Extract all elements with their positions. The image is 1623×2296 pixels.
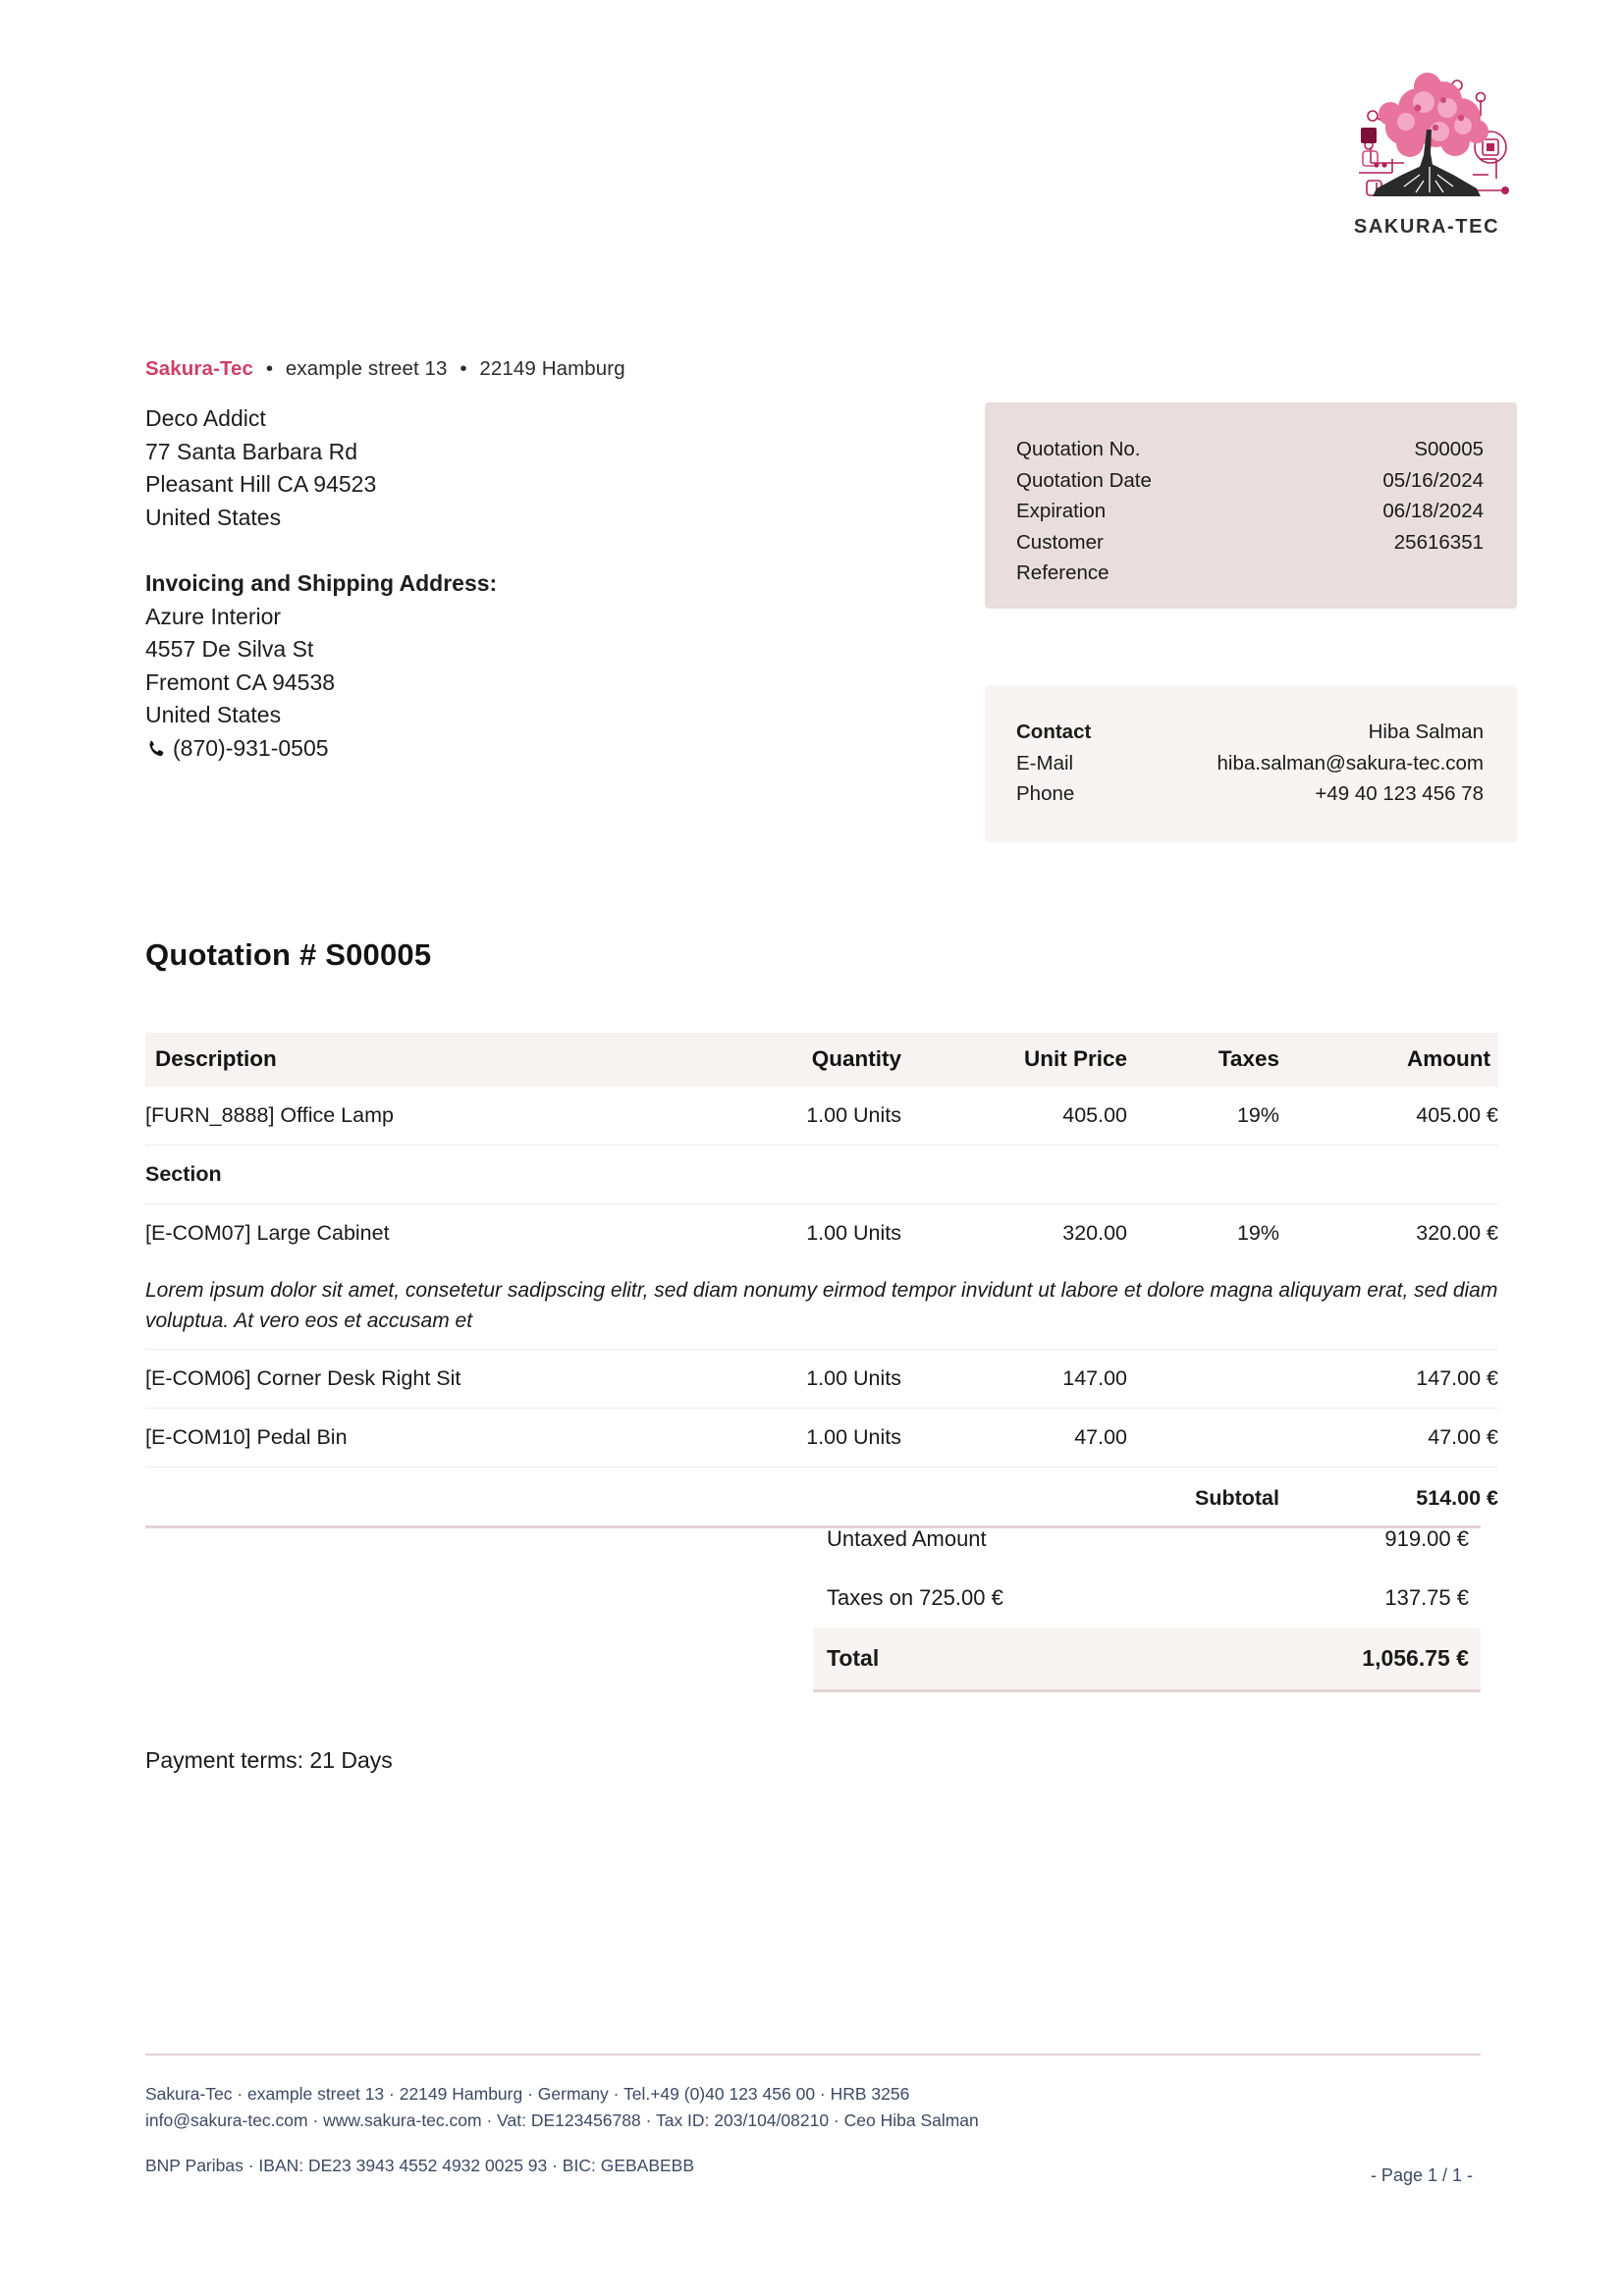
quotation-detail-value: 06/18/2024 [1382, 500, 1484, 523]
page-title: Quotation # S00005 [145, 937, 432, 972]
quotation-detail-label: Quotation No. [1016, 438, 1141, 460]
cell-taxes [1127, 1409, 1279, 1468]
table-row [145, 1087, 1498, 1146]
cell-amount: 405.00 € [1416, 1103, 1498, 1127]
sender-city: 22149 Hamburg [479, 357, 625, 380]
sender-separator-2: • [460, 357, 467, 380]
cell-quantity: 1.00 Units [666, 1204, 901, 1263]
footer-company-line: Sakura-Tec · example street 13 · 22149 Hamburg · Germany · Tel.+49 (0)40 123 456 00 · HRB 3256 [145, 2084, 910, 2104]
quotation-details-box [985, 402, 1517, 609]
cell-description: [E-COM10] Pedal Bin [145, 1409, 666, 1468]
page-footer [145, 2054, 1481, 2185]
line-items-table-wrapper [145, 1033, 1498, 1528]
table-header-row [145, 1033, 1498, 1087]
cell-empty [145, 1468, 666, 1526]
cell-description: [FURN_8888] Office Lamp [145, 1103, 394, 1127]
shipping-address-line: Azure Interior [145, 603, 282, 629]
cell-taxes: 19% [1236, 1103, 1279, 1127]
cell-taxes [1127, 1350, 1279, 1409]
column-header-description: Description [145, 1033, 666, 1087]
customer-address-block [145, 402, 376, 534]
company-logo [1324, 57, 1530, 239]
cell-amount: 147.00 € [1279, 1350, 1498, 1409]
footer-contact-line: info@sakura-tec.com · www.sakura-tec.com · Vat: DE123456788 · Tax ID: 203/104/08210 · Ceo Hiba Salman [145, 2110, 979, 2130]
sender-company-name: Sakura-Tec [145, 357, 254, 380]
table-row [145, 1350, 1498, 1409]
totals-block [813, 1510, 1481, 1692]
cell-quantity [666, 1146, 901, 1204]
shipping-phone-row [145, 732, 497, 766]
sender-street: example street 13 [285, 357, 448, 380]
page-number: - Page 1 / 1 - [1370, 2165, 1473, 2185]
contact-detail-value: +49 40 123 456 78 [1315, 782, 1484, 806]
totals-label-untaxed: Untaxed Amount [827, 1526, 987, 1551]
quotation-detail-row [1016, 558, 1484, 589]
contact-detail-value: Hiba Salman [1368, 721, 1484, 743]
cell-unit-price: 320.00 [901, 1204, 1127, 1263]
cell-quantity: 1.00 Units [806, 1103, 901, 1127]
customer-address-line: Pleasant Hill CA 94523 [145, 471, 377, 497]
contact-detail-label: E-Mail [1016, 751, 1074, 774]
table-body [145, 1087, 1498, 1525]
totals-value-total: 1,056.75 € [1362, 1645, 1469, 1671]
sender-return-address-line [145, 357, 625, 381]
table-row [145, 1204, 1498, 1263]
cell-unit-price: 147.00 [901, 1350, 1127, 1409]
contact-detail-value: hiba.salman@sakura-tec.com [1217, 751, 1484, 774]
sender-separator-1: • [265, 357, 274, 380]
cell-note-text: Lorem ipsum dolor sit amet, consetetur sadipscing elitr, sed diam nonumy eirmod tempor invidunt ut labore et dolore magna aliquyam erat, sed diam voluptua. At vero eos et accusam et [145, 1279, 1498, 1332]
column-header-quantity: Quantity [666, 1033, 901, 1087]
totals-label-taxes: Taxes on 725.00 € [827, 1585, 1003, 1610]
quotation-detail-row [1016, 465, 1484, 497]
table-row-section [145, 1146, 1498, 1204]
cell-amount: 47.00 € [1279, 1409, 1498, 1468]
phone-handset-icon [145, 739, 164, 758]
customer-address-line: 77 Santa Barbara Rd [145, 438, 358, 464]
totals-row-untaxed [813, 1510, 1481, 1569]
cell-description: [E-COM07] Large Cabinet [145, 1204, 666, 1263]
payment-terms-text: Payment terms: 21 Days [145, 1747, 393, 1773]
quotation-detail-value: S00005 [1414, 438, 1484, 460]
quotation-detail-value: 25616351 [1393, 530, 1484, 554]
cell-quantity: 1.00 Units [666, 1350, 901, 1409]
contact-detail-label: Phone [1016, 782, 1075, 806]
cell-taxes: 19% [1127, 1204, 1279, 1263]
cell-unit-price: 405.00 [1062, 1103, 1127, 1127]
table-header [145, 1033, 1498, 1087]
table-row-note [145, 1262, 1498, 1350]
quotation-detail-row [1016, 434, 1484, 465]
contact-detail-row [1016, 748, 1484, 779]
footer-bank-line: BNP Paribas · IBAN: DE23 3943 4552 4932 0025 93 · BIC: GEBABEBB [145, 2156, 695, 2175]
totals-row-taxes [813, 1569, 1481, 1628]
totals-value-taxes: 137.75 € [1384, 1585, 1469, 1610]
shipping-address-line: Fremont CA 94538 [145, 668, 336, 695]
cell-taxes [1127, 1146, 1279, 1204]
contact-detail-label: Contact [1016, 721, 1092, 743]
table-row [145, 1409, 1498, 1468]
line-items-table [145, 1033, 1498, 1525]
quotation-detail-row [1016, 496, 1484, 527]
quotation-detail-label: Expiration [1016, 500, 1107, 523]
shipping-address-title: Invoicing and Shipping Address: [145, 570, 498, 596]
shipping-address-line: 4557 De Silva St [145, 636, 314, 662]
shipping-phone-number: (870)-931-0505 [173, 734, 329, 761]
column-header-taxes: Taxes [1127, 1033, 1279, 1087]
quotation-detail-label: Quotation Date [1016, 468, 1152, 492]
totals-row-total [813, 1628, 1481, 1692]
customer-address-line: Deco Addict [145, 405, 266, 431]
cell-subtotal-value: 514.00 € [1279, 1468, 1498, 1526]
customer-address-line: United States [145, 504, 282, 530]
cell-amount: 320.00 € [1279, 1204, 1498, 1263]
quotation-detail-row [1016, 527, 1484, 559]
shipping-address-block [145, 567, 497, 765]
quotation-detail-value: 05/16/2024 [1382, 468, 1484, 492]
column-header-amount: Amount [1279, 1033, 1498, 1087]
cell-unit-price [901, 1146, 1127, 1204]
quotation-detail-label: Reference [1016, 561, 1109, 585]
contact-detail-row [1016, 778, 1484, 810]
cell-description: [E-COM06] Corner Desk Right Sit [145, 1350, 666, 1409]
cell-subtotal-label: Subtotal [1127, 1468, 1279, 1526]
totals-value-untaxed: 919.00 € [1384, 1526, 1469, 1551]
totals-label-total: Total [827, 1645, 880, 1671]
contact-detail-row [1016, 717, 1484, 748]
column-header-unit-price: Unit Price [901, 1033, 1127, 1087]
shipping-address-line: United States [145, 702, 282, 727]
contact-details-box [985, 685, 1517, 842]
logo-wordmark: SAKURA-TEC [1353, 216, 1500, 238]
cell-unit-price: 47.00 [901, 1409, 1127, 1468]
cell-amount [1279, 1146, 1498, 1204]
cell-section-title: Section [145, 1146, 666, 1204]
cell-quantity: 1.00 Units [666, 1409, 901, 1468]
quotation-detail-label: Customer [1016, 530, 1104, 554]
cherry-blossom-circuit-tree-icon [1333, 57, 1520, 214]
